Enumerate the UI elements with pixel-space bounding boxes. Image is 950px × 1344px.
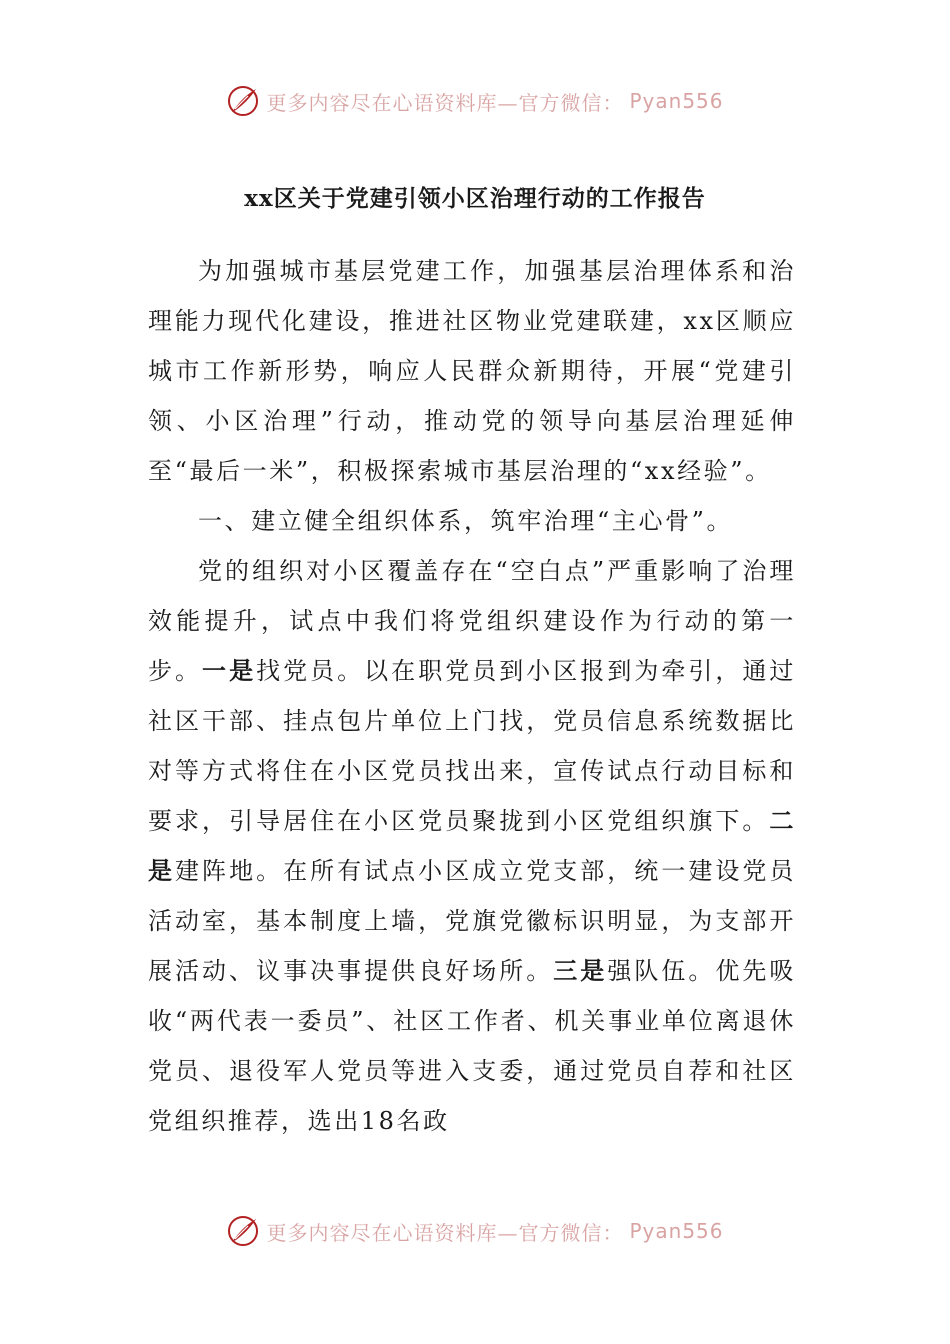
item-2-text: 建阵地。在所有试点小区成立党支部，统一建设党员活动室，基本制度上墙，党旗党徽标识明显，为支部开展活动、议事决事提供良好场所。	[148, 857, 796, 985]
watermark-text: 更多内容尽在心语资料库—官方微信：	[266, 1220, 624, 1245]
feather-pen-circle-icon	[226, 1214, 260, 1248]
watermark-wechat-id: Pyan556	[629, 89, 724, 113]
item-3-text: 强队伍。优先吸收“两代表一委员”、社区工作者、机关事业单位离退休党员、退役军人党员等进入支委，通过党员自荐和社区党组织推荐，选出18名政	[148, 957, 797, 1135]
section-1-heading: 一、建立健全组织体系，筑牢治理“主心骨”。	[198, 507, 734, 535]
document-body	[148, 246, 796, 1146]
intro-paragraph: 为加强城市基层党建工作，加强基层治理体系和治理能力现代化建设，推进社区物业党建联建，xx区顺应城市工作新形势，响应人民群众新期待，开展“党建引领、小区治理”行动，推动党的领导向基层治理延伸至“最后一米”，积极探索城市基层治理的“xx经验”。	[148, 257, 796, 485]
footer-watermark	[0, 1214, 950, 1248]
header-watermark	[0, 84, 950, 118]
document-title: xx区关于党建引领小区治理行动的工作报告	[244, 185, 706, 212]
item-1-text: 找党员。以在职党员到小区报到为牵引，通过社区干部、挂点包片单位上门找，党员信息系统数据比对等方式将住在小区党员找出来，宣传试点行动目标和要求，引导居住在小区党员聚拢到小区党组织旗下。	[148, 657, 797, 835]
section-1-lead: 党的组织对小区覆盖存在“空白点”严重影响了治理效能提升，试点中我们将党组织建设作为行动的第一步。	[148, 557, 796, 685]
item-2-label: 二是	[148, 806, 796, 885]
feather-pen-circle-icon	[226, 84, 260, 118]
section-1-paragraph	[148, 546, 796, 1146]
watermark-wechat-id: Pyan556	[629, 1219, 724, 1243]
watermark-text: 更多内容尽在心语资料库—官方微信：	[266, 90, 624, 115]
item-3-label: 三是	[553, 956, 608, 985]
item-1-label: 一是	[202, 656, 257, 685]
